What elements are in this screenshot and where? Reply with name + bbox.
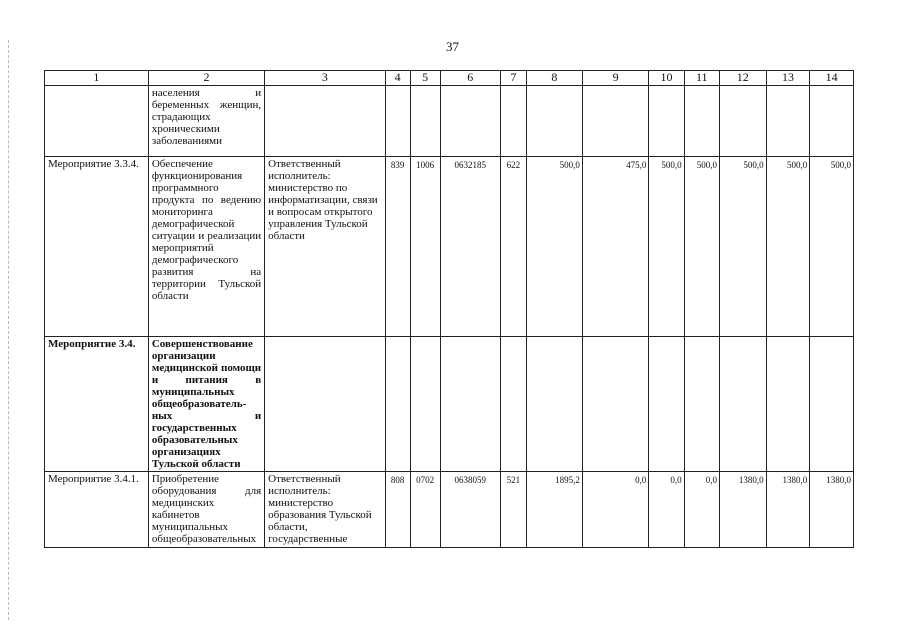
amount-col12: 1380,0 [719,472,766,548]
table-cell [440,86,500,157]
amount-col13: 500,0 [766,157,810,337]
table-cell [526,337,582,472]
table-cell [766,86,810,157]
code-target: 0638059 [440,472,500,548]
table-cell [649,86,684,157]
amount-col11: 0,0 [684,472,719,548]
header-cell: 6 [440,71,500,86]
header-cell: 8 [526,71,582,86]
measure-name: Мероприятие 3.4.1. [45,472,149,548]
table-cell [582,86,648,157]
measure-name: Мероприятие 3.4. [45,337,149,472]
table-cell [582,337,648,472]
table-cell [410,86,440,157]
code-type: 622 [500,157,526,337]
table-cell [500,86,526,157]
table-cell [526,86,582,157]
table-cell [410,337,440,472]
table-row-3-4-1 [45,472,854,548]
header-cell: 2 [148,71,264,86]
header-cell: 12 [719,71,766,86]
header-cell: 7 [500,71,526,86]
amount-col11: 500,0 [684,157,719,337]
budget-table [44,70,854,548]
amount-col9: 475,0 [582,157,648,337]
code-type: 521 [500,472,526,548]
page-number: 37 [446,39,459,54]
header-cell: 11 [684,71,719,86]
header-cell: 14 [810,71,854,86]
amount-col10: 500,0 [649,157,684,337]
measure-executor: Ответственный исполнитель: министерство образования Тульской области, государственные [265,472,385,548]
table-cell [684,86,719,157]
table-cell [766,337,810,472]
measure-description: Обеспечение функционирования программного продукта по ведению мониторинга демографической ситуации и реализации мероприятий демографического развития на территории Тульской области [148,157,264,337]
header-cell: 3 [265,71,385,86]
amount-col14: 1380,0 [810,472,854,548]
scan-edge-marks [8,40,11,620]
code-ministry: 839 [385,157,410,337]
table-cell [265,337,385,472]
amount-col8: 1895,2 [526,472,582,548]
header-row [45,71,854,86]
table-cell [649,337,684,472]
measure-description: Совершенствование организации медицинской помощи и питания в муниципальных общеобразователь-ных и государственных образовательных организациях Тульской области [148,337,264,472]
header-cell: 13 [766,71,810,86]
table-cell [810,86,854,157]
amount-col12: 500,0 [719,157,766,337]
amount-col13: 1380,0 [766,472,810,548]
table-row-continuation [45,86,854,157]
amount-col9: 0,0 [582,472,648,548]
measure-executor: Ответственный исполнитель: министерство по информатизации, связи и вопросам открытого управления Тульской области [265,157,385,337]
table-cell [265,86,385,157]
amount-col8: 500,0 [526,157,582,337]
measure-description: Приобретение оборудования для медицинских кабинетов муниципальных общеобразовательных [148,472,264,548]
header-cell: 10 [649,71,684,86]
table-cell [385,86,410,157]
code-section: 0702 [410,472,440,548]
table-cell [719,86,766,157]
table-cell [500,337,526,472]
table-cell [385,337,410,472]
header-cell: 9 [582,71,648,86]
table-cell [719,337,766,472]
amount-col14: 500,0 [810,157,854,337]
code-target: 0632185 [440,157,500,337]
table-row-3-3-4 [45,157,854,337]
code-section: 1006 [410,157,440,337]
header-cell: 4 [385,71,410,86]
table-row-3-4 [45,337,854,472]
table-cell [684,337,719,472]
table-cell [440,337,500,472]
header-cell: 1 [45,71,149,86]
header-cell: 5 [410,71,440,86]
code-ministry: 808 [385,472,410,548]
table-cell [810,337,854,472]
amount-col10: 0,0 [649,472,684,548]
table-cell [45,86,149,157]
measure-name: Мероприятие 3.3.4. [45,157,149,337]
continuation-text: населения и беременных женщин, страдающих хроническими заболеваниями [148,86,264,157]
